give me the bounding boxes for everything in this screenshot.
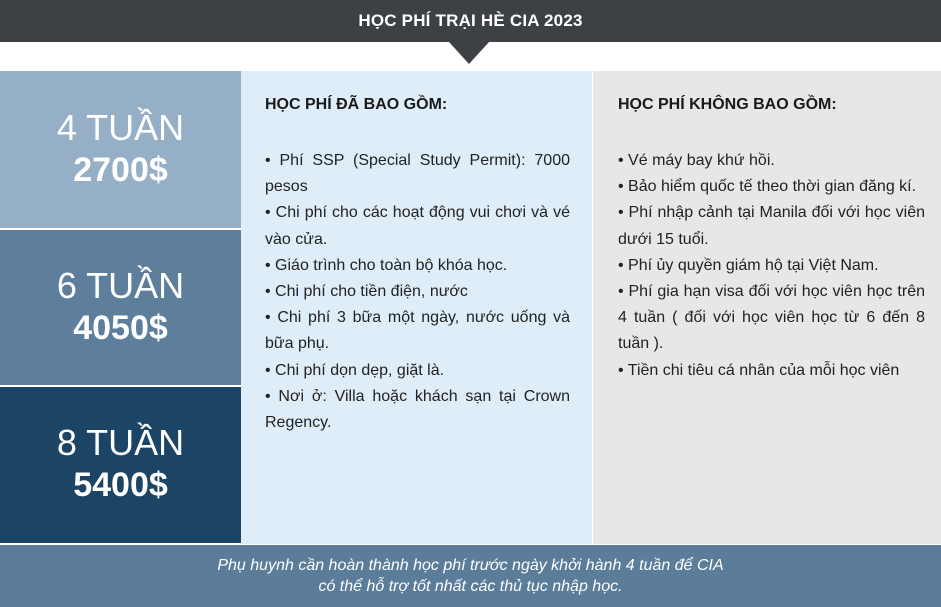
included-fees-panel [241, 71, 592, 544]
package-duration: 8 TUẦN [56, 422, 185, 463]
package-duration: 4 TUẦN [56, 106, 185, 148]
excluded-heading: HỌC PHÍ KHÔNG BAO GỒM: [618, 96, 837, 113]
package-8-weeks [0, 387, 241, 543]
title-banner [0, 0, 941, 42]
list-item: • Phí SSP (Special Study Permit): 7000 pesos [265, 152, 570, 196]
list-item: • Giáo trình cho toàn bộ khóa học. [265, 256, 508, 274]
list-item: • Chi phí 3 bữa một ngày, nước uống và bữa phụ. [265, 309, 570, 353]
list-item: • Vé máy bay khứ hồi. [618, 152, 775, 169]
footer-note-line: Phụ huynh cần hoàn thành học phí trước ngày khởi hành 4 tuần để CIA [217, 557, 724, 574]
list-item: • Chi phí cho tiền điện, nước [265, 283, 468, 301]
excluded-fees-panel [593, 71, 941, 544]
page-title: HỌC PHÍ TRẠI HÈ CIA 2023 [358, 11, 583, 30]
package-6-weeks [0, 230, 241, 385]
included-heading: HỌC PHÍ ĐÃ BAO GỒM: [265, 96, 448, 113]
package-price: 4050$ [73, 308, 168, 347]
package-4-weeks [0, 71, 241, 228]
list-item: • Bảo hiểm quốc tế theo thời gian đăng kí. [618, 178, 917, 196]
list-item: • Phí ủy quyền giám hộ tại Việt Nam. [618, 256, 879, 274]
footer-note [0, 545, 941, 607]
list-item: • Nơi ở: Villa hoặc khách sạn tại Crown Regency. [265, 387, 570, 432]
footer-note-line: có thể hỗ trợ tốt nhất các thủ tục nhập học. [318, 578, 623, 595]
list-item: • Chi phí cho các hoạt động vui chơi và vé vào cửa. [265, 204, 570, 248]
package-duration: 6 TUẦN [56, 264, 185, 306]
title-pointer-arrow [449, 42, 489, 64]
included-list [265, 148, 570, 436]
list-item: • Tiền chi tiêu cá nhân của mỗi học viên [618, 361, 900, 379]
list-item: • Chi phí dọn dẹp, giặt là. [265, 361, 445, 379]
excluded-list [618, 148, 925, 384]
list-item: • Phí nhập cảnh tại Manila đối với học viên dưới 15 tuổi. [618, 204, 925, 248]
package-price: 5400$ [73, 466, 168, 504]
list-item: • Phí gia hạn visa đối với học viên học trên 4 tuần ( đối với học viên học từ 6 đến 8 tuần ). [618, 283, 925, 353]
package-price: 2700$ [73, 150, 168, 189]
